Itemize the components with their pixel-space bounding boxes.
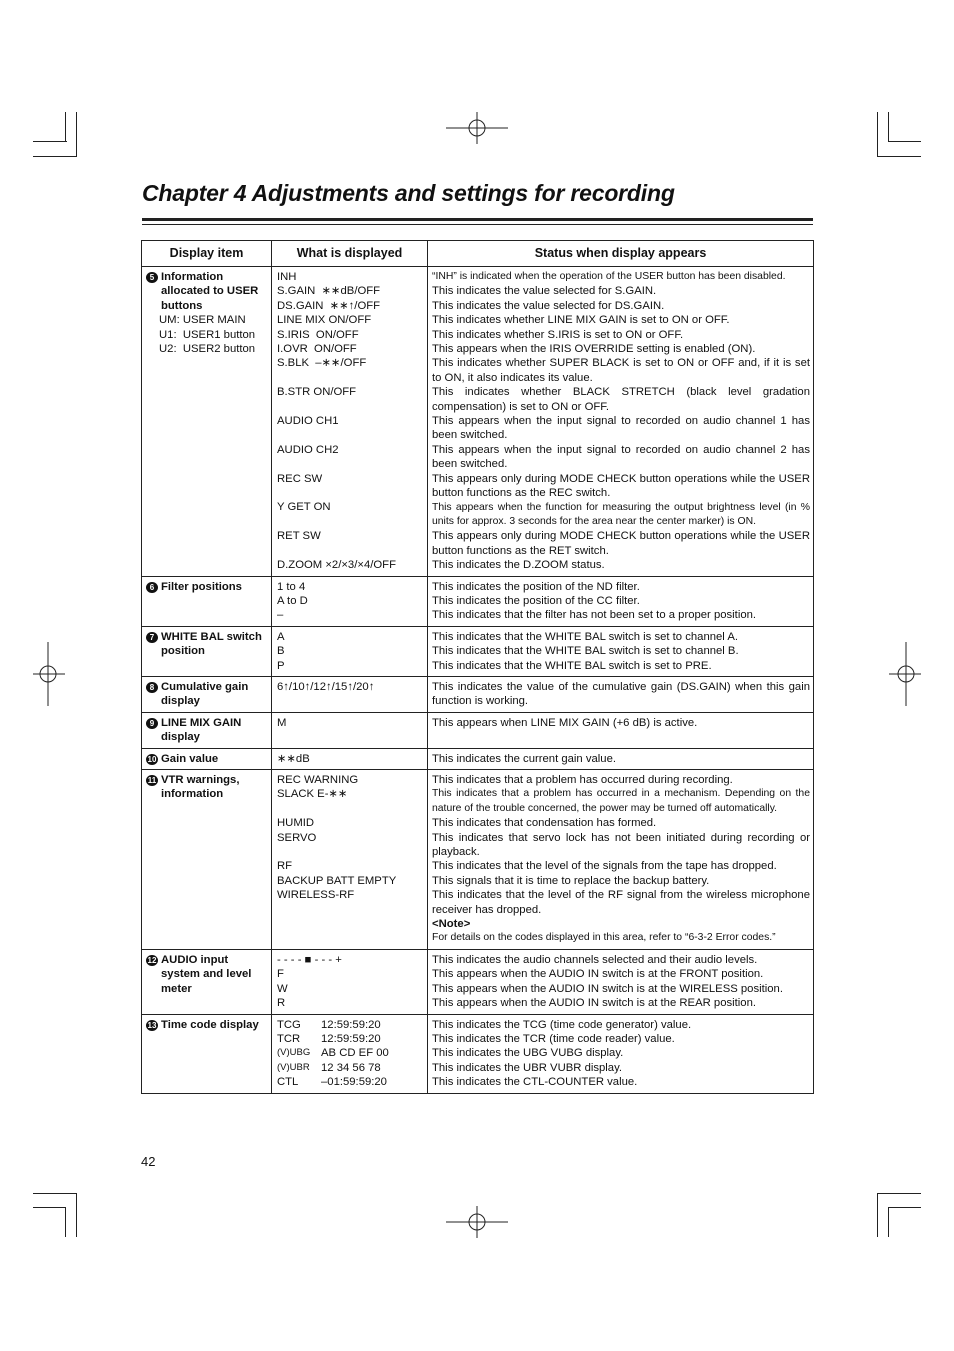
item-number-badge: 12	[147, 955, 157, 965]
item-label-line: Time code display	[161, 1018, 259, 1031]
crop-mark	[76, 112, 77, 156]
display-item-heading	[146, 680, 268, 709]
status-cell	[428, 626, 814, 676]
display-item-label	[161, 773, 239, 802]
crop-mark	[888, 141, 921, 142]
status-text: This appears when the AUDIO IN switch is at the FRONT position.	[432, 968, 764, 981]
displayed-value: F	[277, 968, 284, 981]
item-label-line: Cumulative gain	[161, 680, 249, 693]
what-displayed-cell	[272, 576, 428, 626]
column-header: What is displayed	[272, 241, 428, 267]
timecode-key: TCG	[277, 1018, 301, 1031]
displayed-value	[277, 371, 423, 385]
displayed-value	[277, 515, 423, 529]
table-body	[142, 267, 814, 1094]
timecode-value: 12:59:59:20	[321, 1018, 381, 1031]
crop-mark	[888, 1207, 889, 1237]
display-item-label	[161, 270, 258, 313]
item-number-badge: 13	[147, 1020, 157, 1030]
status-cell	[428, 676, 814, 712]
display-item-label	[161, 752, 218, 766]
timecode-value: –01:59:59:20	[321, 1076, 387, 1089]
item-label-line: Gain value	[161, 752, 219, 765]
timecode-line	[277, 1046, 423, 1060]
displayed-value: AUDIO CH1	[277, 415, 339, 428]
status-text: This indicates the D.ZOOM status.	[432, 559, 605, 572]
status-text: This indicates the value selected for S.GAIN.	[432, 285, 657, 298]
table-row	[142, 770, 814, 950]
displayed-value: SERVO	[277, 831, 317, 844]
displayed-value: RF	[277, 860, 293, 873]
status-text: This appears when LINE MIX GAIN (+6 dB) is active.	[432, 716, 698, 729]
status-text: This indicates the current gain value.	[432, 752, 616, 765]
note-text: For details on the codes displayed in this area, refer to “6-3-2 Error codes.”	[432, 932, 776, 944]
display-item-cell	[142, 267, 272, 577]
displayed-value: REC WARNING	[277, 774, 359, 786]
displayed-value	[277, 457, 423, 471]
status-cell	[428, 770, 814, 950]
what-displayed-cell	[272, 267, 428, 577]
display-item-cell	[142, 748, 272, 769]
timecode-value: 12 34 56 78	[321, 1061, 381, 1074]
status-text: This indicates that the level of the RF signal from the wireless microphone receiver has dropped.	[432, 889, 810, 916]
displayed-value	[277, 486, 423, 500]
status-text: This indicates the value selected for DS.GAIN.	[432, 299, 665, 312]
status-text: This indicates that the WHITE BAL switch is set to channel B.	[432, 645, 739, 658]
displayed-value: A to D	[277, 594, 308, 607]
timecode-line	[277, 1018, 423, 1032]
display-item-label	[161, 953, 251, 996]
registration-mark-right	[889, 642, 921, 706]
display-item-cell	[142, 576, 272, 626]
item-number-badge: 11	[147, 776, 157, 785]
column-header: Display item	[142, 241, 272, 267]
display-item-cell	[142, 676, 272, 712]
chapter-title: Chapter 4 Adjustments and settings for recording	[142, 180, 675, 206]
item-label-line: buttons	[161, 299, 203, 312]
status-text: This appears when the input signal to recorded on audio channel 1 has been switched.	[432, 415, 810, 442]
what-displayed-cell	[272, 770, 428, 950]
displayed-value: S.BLK –∗∗/OFF	[277, 357, 367, 370]
displayed-value: Y GET ON	[277, 501, 331, 514]
timecode-key: (V)UBR	[277, 1061, 310, 1073]
what-displayed-cell	[272, 712, 428, 748]
displayed-value: HUMID	[277, 817, 315, 830]
column-header: Status when display appears	[428, 241, 814, 267]
item-label-line: information	[161, 788, 224, 801]
display-item-heading	[146, 752, 268, 766]
displayed-value: I.OVR ON/OFF	[277, 343, 357, 356]
item-label-line: LINE MIX GAIN	[161, 716, 242, 729]
displayed-value: A	[277, 630, 285, 643]
item-label-line: display	[161, 695, 200, 708]
displayed-value: R	[277, 997, 286, 1010]
display-item-heading	[146, 580, 268, 594]
crop-mark	[65, 1207, 66, 1237]
displayed-value: W	[277, 982, 288, 995]
displayed-value	[277, 802, 423, 816]
status-cell	[428, 1014, 814, 1093]
displayed-value: LINE MIX ON/OFF	[277, 314, 372, 327]
item-number-badge: 9	[146, 718, 158, 729]
display-item-cell	[142, 1014, 272, 1093]
displayed-value: BACKUP BATT EMPTY	[277, 874, 397, 887]
displayed-value: B	[277, 645, 285, 658]
displayed-value: S.IRIS ON/OFF	[277, 328, 359, 341]
status-text: This appears when the IRIS OVERRIDE setting is enabled (ON).	[432, 343, 756, 356]
status-text: This indicates that the WHITE BAL switch is set to PRE.	[432, 659, 712, 672]
status-cell	[428, 949, 814, 1014]
status-text: This indicates that the filter has not been set to a proper position.	[432, 609, 757, 622]
crop-mark	[33, 141, 67, 142]
displayed-value: RET SW	[277, 530, 321, 543]
table-row	[142, 267, 814, 577]
displayed-value: REC SW	[277, 472, 323, 485]
displayed-value: SLACK E-∗∗	[277, 788, 348, 801]
crop-mark	[877, 1193, 921, 1194]
display-item-label	[161, 580, 242, 594]
page-number: 42	[141, 1154, 156, 1169]
timecode-value: AB CD EF 00	[321, 1047, 389, 1060]
item-label-line: allocated to USER	[161, 285, 259, 298]
registration-mark-bottom	[446, 1206, 508, 1238]
displayed-value: DS.GAIN ∗∗↑/OFF	[277, 299, 381, 312]
status-text: This indicates the value of the cumulative gain (DS.GAIN) when this gain function is working.	[432, 680, 810, 708]
displayed-value: WIRELESS-RF	[277, 889, 355, 902]
status-text: This appears when the AUDIO IN switch is at the REAR position.	[432, 997, 756, 1010]
status-text: This indicates that a problem has occurred during recording.	[432, 774, 733, 786]
item-label-line: AUDIO input	[161, 953, 229, 966]
timecode-line	[277, 1061, 423, 1075]
displayed-value	[277, 544, 423, 558]
status-text: This indicates the position of the ND filter.	[432, 580, 640, 593]
timecode-value: 12:59:59:20	[321, 1032, 381, 1045]
crop-mark	[65, 112, 66, 142]
displayed-value: D.ZOOM ×2/×3/×4/OFF	[277, 559, 396, 572]
note-label: <Note>	[432, 918, 471, 931]
item-label-line: Filter positions	[161, 580, 242, 593]
status-text: This signals that it is time to replace the backup battery.	[432, 874, 710, 887]
crop-mark	[877, 112, 878, 156]
item-number-badge: 10	[147, 754, 157, 764]
displayed-value	[277, 400, 423, 414]
crop-mark	[888, 1207, 921, 1208]
displayed-value	[277, 845, 423, 859]
what-displayed-cell	[272, 949, 428, 1014]
status-text: This indicates whether BLACK STRETCH (black level gradation compensation) is set to ON or OFF.	[432, 386, 810, 413]
crop-mark	[888, 112, 889, 142]
status-text: This appears when the input signal to recorded on audio channel 2 has been switched.	[432, 443, 810, 471]
item-sub-line: U1: USER1 button	[159, 328, 256, 341]
display-item-heading	[146, 773, 268, 802]
display-item-cell	[142, 712, 272, 748]
table-row	[142, 1014, 814, 1093]
status-text: This indicates the TCR (time code reader) value.	[432, 1032, 675, 1045]
status-text: This appears when the AUDIO IN switch is at the WIRELESS position.	[432, 982, 783, 995]
what-displayed-cell	[272, 676, 428, 712]
item-label-line: system and level	[161, 968, 252, 981]
display-item-heading	[146, 270, 268, 313]
display-item-heading	[146, 953, 268, 996]
what-displayed-cell	[272, 748, 428, 769]
status-text: This appears only during MODE CHECK button operations while the USER button functions as the RET switch.	[432, 530, 810, 557]
item-sub-line: UM: USER MAIN	[159, 314, 246, 327]
timecode-key: (V)UBG	[277, 1047, 311, 1059]
item-number-badge: 7	[146, 632, 158, 643]
crop-mark	[877, 156, 921, 157]
displayed-value	[277, 428, 423, 442]
item-label-line: VTR warnings,	[161, 774, 240, 786]
item-label-line: WHITE BAL switch	[161, 630, 262, 643]
status-text: This indicates that servo lock has not been initiated during recording or playback.	[432, 831, 810, 859]
display-item-cell	[142, 626, 272, 676]
table-header-row	[142, 241, 814, 267]
what-displayed-cell	[272, 1014, 428, 1093]
displayed-value: INH	[277, 271, 297, 283]
displayed-value: - - - - ■ - - - +	[277, 953, 342, 966]
crop-mark	[877, 1193, 878, 1237]
status-text: This indicates that condensation has formed.	[432, 817, 657, 830]
display-item-label	[161, 716, 241, 745]
display-item-cell	[142, 770, 272, 950]
item-sub-line: U2: USER2 button	[159, 343, 256, 356]
status-text: This indicates that a problem has occurred in a mechanism. Depending on the nature of the trouble concerned, the power may be turned off automatically.	[432, 788, 810, 814]
crop-mark	[33, 1193, 77, 1194]
status-text: This indicates the UBG VUBG display.	[432, 1047, 624, 1060]
displayed-value: AUDIO CH2	[277, 443, 339, 456]
display-item-heading	[146, 716, 268, 745]
status-text: This indicates the audio channels selected and their audio levels.	[432, 953, 758, 966]
status-text: This indicates whether SUPER BLACK is set to ON or OFF and, if it is set to ON, it also indicates its value.	[432, 357, 810, 384]
table-row	[142, 576, 814, 626]
table-row	[142, 748, 814, 769]
status-text: This indicates the TCG (time code generator) value.	[432, 1018, 692, 1031]
item-label-line: meter	[161, 982, 192, 995]
status-text: This indicates the CTL-COUNTER value.	[432, 1076, 638, 1089]
status-cell	[428, 748, 814, 769]
display-item-label	[161, 1018, 259, 1032]
status-text: This appears only during MODE CHECK button operations while the USER button functions as the REC switch.	[432, 472, 810, 500]
displayed-value: –	[277, 609, 284, 622]
status-text: This appears when the function for measuring the output brightness level (in % units for approx. 3 seconds for the area near the center marker) is ON.	[432, 501, 810, 527]
displayed-value: 1 to 4	[277, 580, 306, 593]
status-text: This indicates the UBR VUBR display.	[432, 1061, 623, 1074]
display-item-heading	[146, 630, 268, 659]
display-item-label	[161, 630, 262, 659]
displayed-value: M	[277, 716, 287, 729]
what-displayed-cell	[272, 626, 428, 676]
table-row	[142, 712, 814, 748]
registration-mark-top	[446, 112, 508, 144]
status-cell	[428, 712, 814, 748]
timecode-key: TCR	[277, 1032, 301, 1045]
item-label-line: Information	[161, 271, 224, 283]
status-text: This indicates that the WHITE BAL switch is set to channel A.	[432, 630, 738, 643]
timecode-line	[277, 1075, 423, 1089]
display-item-label	[161, 680, 248, 709]
item-number-badge: 6	[146, 582, 158, 593]
displayed-value: P	[277, 659, 285, 672]
table-row	[142, 676, 814, 712]
displayed-value: S.GAIN ∗∗dB/OFF	[277, 285, 381, 298]
status-text: This indicates the position of the CC filter.	[432, 594, 640, 607]
display-item-heading	[146, 1018, 268, 1032]
crop-mark	[33, 156, 77, 157]
table-row	[142, 626, 814, 676]
status-text: This indicates whether LINE MIX GAIN is set to ON or OFF.	[432, 314, 730, 327]
registration-mark-left	[33, 642, 65, 706]
title-rule-thick	[142, 218, 813, 221]
item-sub-list	[146, 313, 268, 356]
crop-mark	[76, 1193, 77, 1237]
status-text: This indicates that the level of the signals from the tape has dropped.	[432, 860, 777, 873]
display-items-table	[141, 240, 814, 1094]
status-text: This indicates whether S.IRIS is set to ON or OFF.	[432, 328, 684, 341]
item-label-line: display	[161, 731, 200, 744]
crop-mark	[33, 1207, 66, 1208]
table-row	[142, 949, 814, 1014]
status-cell	[428, 267, 814, 577]
item-number-badge: 8	[146, 682, 158, 693]
timecode-line	[277, 1032, 423, 1046]
displayed-value: 6↑/10↑/12↑/15↑/20↑	[277, 680, 375, 693]
display-item-cell	[142, 949, 272, 1014]
status-text: “INH” is indicated when the operation of the USER button has been disabled.	[432, 271, 786, 282]
item-number-badge: 5	[146, 272, 158, 283]
displayed-value: B.STR ON/OFF	[277, 386, 357, 399]
displayed-value: ∗∗dB	[277, 752, 310, 765]
timecode-key: CTL	[277, 1076, 299, 1089]
status-cell	[428, 576, 814, 626]
item-label-line: position	[161, 645, 205, 658]
title-rule-thin	[142, 224, 813, 225]
